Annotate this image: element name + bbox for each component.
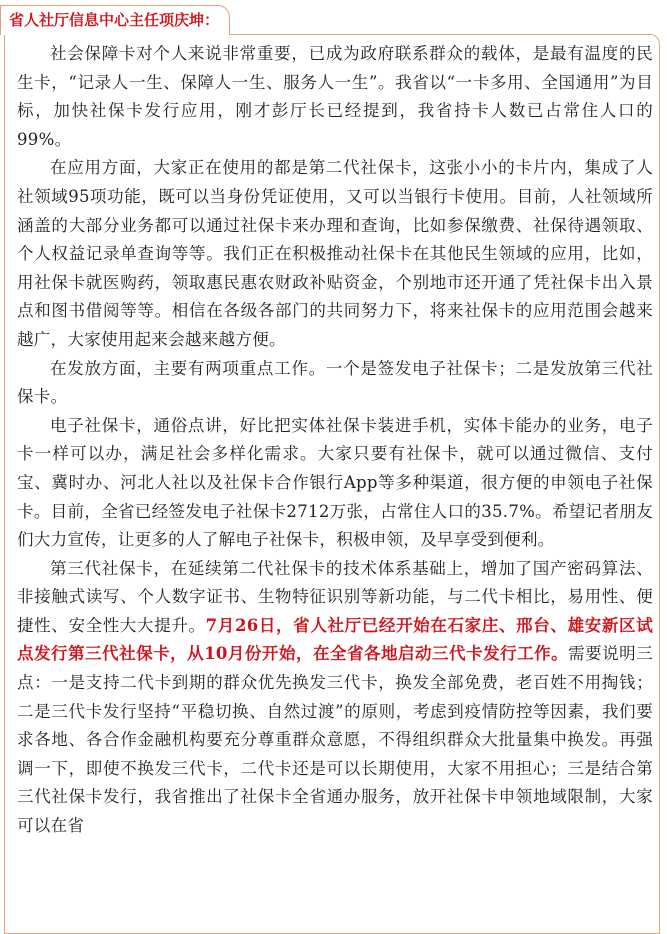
- paragraph-3: 在发放方面，主要有两项重点工作。一个是签发电子社保卡；二是发放第三代社保卡。: [17, 358, 653, 407]
- article-body: [17, 40, 653, 841]
- section-title: 省人社厅信息中心主任项庆坤：: [0, 5, 230, 35]
- paragraph-5-continuation: 需要说明三点：一是支持二代卡到期的群众优先换发三代卡，换发全部免费，老百姓不用掏钱；二是三代卡发行坚持“平稳切换、自然过渡”的原则，考虑到疫情防控等因素，我们要求各地、各合作金融机构要充分尊重群众意愿，不得组织群众大批量集中换发。再强调一下，即使不换发三代卡，二代卡还是可以长期使用，大家不用担心；三是结合第三代社保卡发行，我省推出了社保卡全省通办服务，放开社保卡申领地域限制，大家可以在省: [17, 644, 653, 836]
- paragraph-5: [17, 555, 653, 841]
- paragraph-2: 在应用方面，大家正在使用的都是第二代社保卡，这张小小的卡片内，集成了人社领域95项功能，既可以当身份凭证使用，又可以当银行卡使用。目前，人社领域所涵盖的大部分业务都可以通过社保卡来办理和查询，比如参保缴费、社保待遇领取、个人权益记录单查询等等。我们正在积极推动社保卡在其他民生领域的应用，比如，用社保卡就医购药，领取惠民惠农财政补贴资金，个别地市还开通了凭社保卡出入景点和图书借阅等等。相信在各级各部门的共同努力下，将来社保卡的应用范围会越来越广，大家使用起来会越来越方便。: [17, 158, 653, 349]
- highlighted-announcement: 7月26日，省人社厅已经开始在石家庄、邢台、雄安新区试点发行第三代社保卡，从10月份开始，在全省各地启动三代卡发行工作。: [17, 615, 653, 664]
- paragraph-5-text: 第三代社保卡，在延续第二代社保卡的技术体系基础上，增加了国产密码算法、非接触式读写、个人数字证书、生物特征识别等新功能，与二代卡相比，易用性、便捷性、安全性大大提升。: [17, 558, 653, 635]
- paragraph-1: 社会保障卡对个人来说非常重要，已成为政府联系群众的载体，是最有温度的民生卡，“记录人一生、保障人一生、服务人一生”。我省以“一卡多用、全国通用”为目标，加快社保卡发行应用，刚才彭厅长已经提到，我省持卡人数已占常住人口的99%。: [17, 44, 653, 149]
- paragraph-4: 电子社保卡，通俗点讲，好比把实体社保卡装进手机，实体卡能办的业务，电子卡一样可以办，满足社会多样化需求。大家只要有社保卡，就可以通过微信、支付宝、冀时办、河北人社以及社保卡合作银行App等多种渠道，很方便的申领电子社保卡。目前，全省已经签发电子社保卡2712万张，占常住人口的35.7%。希望记者朋友们大力宣传，让更多的人了解电子社保卡，积极申领，及早享受到便利。: [17, 415, 653, 550]
